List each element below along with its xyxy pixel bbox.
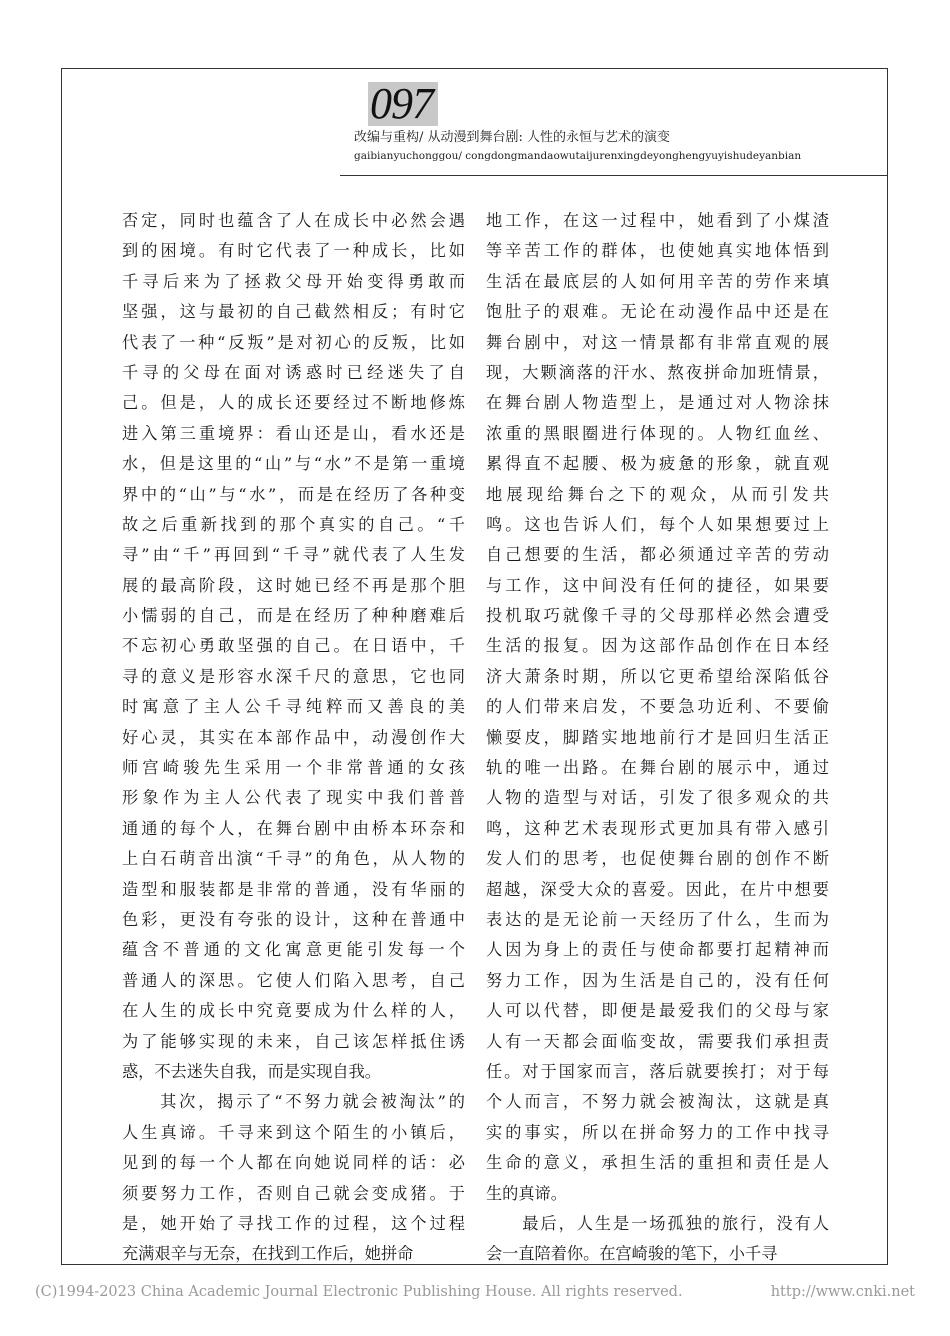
text-line: 通通的每个人，在舞台剧中由桥本环奈和 — [122, 818, 465, 838]
text-line: 与工作，这中间没有任何的捷径，如果要 — [486, 575, 829, 595]
text-line: 千寻后来为了拯救父母开始变得勇敢而 — [122, 271, 465, 291]
cnki-link[interactable]: http://www.cnki.net — [770, 1284, 915, 1300]
text-line: 现，大颗滴落的汗水、熬夜拼命加班情景， — [486, 362, 829, 382]
text-line: 展的最高阶段，这时她已经不再是那个胆 — [122, 575, 465, 595]
text-line: 为了能够实现的未来，自己该怎样抵住诱 — [122, 1031, 465, 1051]
text-line: 惑，不去迷失自我，而是实现自我。 — [122, 1061, 381, 1081]
text-line: 寻”由“千”再回到“千寻”就代表了人生发 — [122, 545, 465, 565]
text-line: 懒耍皮，脚踏实地地前行才是回归生活正 — [486, 727, 829, 747]
text-line: 千寻的父母在面对诱惑时已经迷失了自 — [122, 362, 465, 382]
text-line: 进入第三重境界：看山还是山，看水还是 — [122, 423, 465, 443]
text-line: 生活的报复。因为这部作品创作在日本经 — [486, 636, 829, 656]
text-line: 投机取巧就像千寻的父母那样必然会遭受 — [486, 606, 829, 626]
text-line: 见到的每一个人都在向她说同样的话：必 — [122, 1153, 465, 1173]
text-line: 浓重的黑眼圈进行体现的。人物红血丝、 — [486, 423, 829, 443]
text-line: 上白石萌音出演“千寻”的角色，从人物的 — [122, 849, 465, 869]
text-line: 须要努力工作，否则自己就会变成猪。于 — [122, 1183, 465, 1203]
text-line: 努力工作，因为生活是自己的，没有任何 — [486, 970, 829, 990]
text-line: 造型和服装都是非常的普通，没有华丽的 — [122, 879, 465, 899]
text-line: 轨的唯一出路。在舞台剧的展示中，通过 — [486, 758, 829, 778]
right-column — [486, 206, 829, 1270]
running-title-pinyin: gaibianyuchonggou/ congdongmandaowutaijurenxingdeyonghengyuyishudeyanbian — [354, 150, 802, 162]
text-line: 表达的是无论前一天经历了什么，生而为 — [486, 909, 829, 929]
text-line: 的人们带来启发，不要急功近利、不要偷 — [486, 697, 829, 717]
text-line: 代表了一种“反叛”是对初心的反叛，比如 — [122, 332, 465, 352]
text-line: 人有一天都会面临变故，需要我们承担责 — [486, 1031, 829, 1051]
text-line: 人因为身上的责任与使命都要打起精神而 — [486, 940, 829, 960]
text-line: 师宫崎骏先生采用一个非常普通的女孩 — [122, 758, 465, 778]
text-line: 地工作，在这一过程中，她看到了小煤渣 — [486, 211, 829, 230]
text-line: 坚强，这与最初的自己截然相反；有时它 — [122, 302, 465, 322]
text-line: 界中的“山”与“水”，而是在经历了各种变 — [122, 484, 465, 504]
text-line: 个人而言，不努力就会被淘汰，这就是真 — [486, 1092, 829, 1112]
text-line: 生活在最底层的人如何用辛苦的劳作来填 — [486, 271, 829, 291]
text-line: 水，但是这里的“山”与“水”不是第一重境 — [122, 454, 465, 474]
text-line: 充满艰辛与无奈，在找到工作后，她拼命 — [122, 1244, 414, 1264]
running-title: 改编与重构/ 从动漫到舞台剧: 人性的永恒与艺术的演变 — [354, 130, 671, 145]
text-line: 小懦弱的自己，而是在经历了种种磨难后 — [122, 606, 465, 626]
header-divider — [340, 175, 888, 176]
page-number: 097 — [370, 79, 433, 128]
copyright-notice: (C)1994-2023 China Academic Journal Electronic Publishing House. All rights reserved. — [35, 1284, 683, 1300]
left-column — [122, 206, 465, 1270]
text-line: 人生真谛。千寻来到这个陌生的小镇后， — [122, 1122, 465, 1142]
text-line: 等辛苦工作的群体，也使她真实地体悟到 — [486, 241, 829, 261]
text-line: 饱肚子的艰难。无论在动漫作品中还是在 — [486, 302, 829, 322]
page-number-box — [368, 79, 438, 128]
text-line: 色彩，更没有夸张的设计，这种在普通中 — [122, 909, 465, 929]
text-line: 自己想要的生活，都必须通过辛苦的劳动 — [486, 545, 829, 565]
text-line: 否定，同时也蕴含了人在成长中必然会遇 — [122, 211, 465, 230]
text-line: 己。但是，人的成长还要经过不断地修炼 — [122, 393, 465, 413]
text-line: 其次，揭示了“不努力就会被淘汰”的 — [122, 1092, 465, 1112]
text-line: 生的真谛。 — [486, 1183, 567, 1203]
text-line: 在舞台剧人物造型上，是通过对人物涂抹 — [486, 393, 829, 413]
text-line: 蕴含不普通的文化寓意更能引发每一个 — [122, 940, 465, 960]
text-line: 寻的意义是形容水深千尺的意思，它也同 — [122, 666, 465, 686]
text-line: 鸣，这种艺术表现形式更加具有带入感引 — [486, 818, 829, 838]
text-line: 人可以代替，即便是最爱我们的父母与家 — [486, 1001, 829, 1021]
text-line: 是，她开始了寻找工作的过程，这个过程 — [122, 1213, 465, 1233]
text-line: 地展现给舞台之下的观众，从而引发共 — [486, 484, 829, 504]
text-line: 生命的意义，承担生活的重担和责任是人 — [486, 1153, 829, 1173]
text-line: 济大萧条时期，所以它更希望给深陷低谷 — [486, 666, 829, 686]
text-line: 在人生的成长中究竟要成为什么样的人， — [122, 1001, 465, 1021]
footer — [35, 1282, 915, 1302]
text-line: 形象作为主人公代表了现实中我们普普 — [122, 788, 465, 808]
text-line: 鸣。这也告诉人们，每个人如果想要过上 — [486, 514, 829, 534]
text-line: 舞台剧中，对这一情景都有非常直观的展 — [486, 332, 829, 352]
text-line: 人物的造型与对话，引发了很多观众的共 — [486, 788, 829, 808]
text-line: 实的事实，所以在拼命努力的工作中找寻 — [486, 1122, 829, 1142]
text-line: 任。对于国家而言，落后就要挨打；对于每 — [486, 1061, 829, 1081]
text-line: 好心灵，其实在本部作品中，动漫创作大 — [122, 727, 465, 747]
text-line: 故之后重新找到的那个真实的自己。“千 — [122, 514, 465, 534]
text-line: 会一直陪着你。在宫崎骏的笔下，小千寻 — [486, 1244, 778, 1264]
text-line: 发人们的思考，也促使舞台剧的创作不断 — [486, 849, 829, 869]
text-line: 普通人的深思。它使人们陷入思考，自己 — [122, 970, 465, 990]
text-line: 累得直不起腰、极为疲惫的形象，就直观 — [486, 454, 829, 474]
text-line: 时寓意了主人公千寻纯粹而又善良的美 — [122, 697, 465, 717]
text-line: 不忘初心勇敢坚强的自己。在日语中，千 — [122, 636, 465, 656]
text-line: 最后，人生是一场孤独的旅行，没有人 — [486, 1213, 829, 1233]
text-line: 超越，深受大众的喜爱。因此，在片中想要 — [486, 879, 829, 899]
text-line: 到的困境。有时它代表了一种成长，比如 — [122, 241, 465, 261]
